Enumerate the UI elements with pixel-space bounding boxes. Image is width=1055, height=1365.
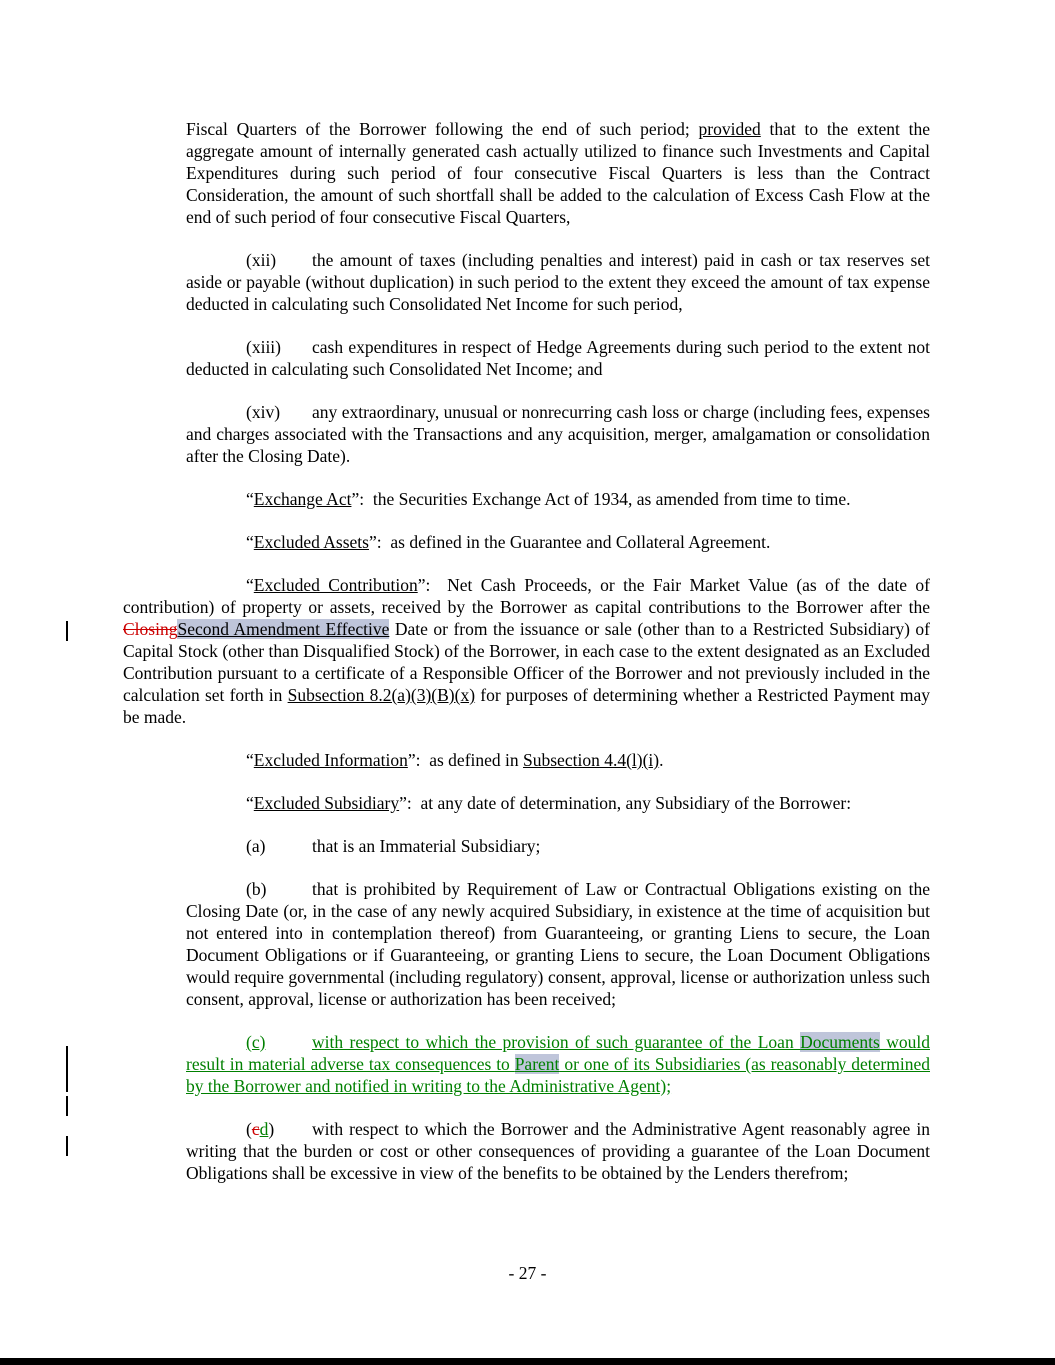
document-body	[123, 118, 930, 1205]
text-run: the amount of taxes (including penalties and interest) paid in cash or tax reserves set aside or payable (without duplication) in such period to the extent they exceed the amount of tax expense deducted in calculating such Consolidated Net Income for such period,	[186, 250, 930, 314]
text-run: (c)	[246, 1032, 266, 1052]
text-run: Exchange Act	[253, 489, 352, 509]
text-run: with respect to which the provision of such guarantee of the Loan	[312, 1032, 801, 1052]
clause-xiv	[186, 401, 930, 467]
text-run: Excluded Contribution	[253, 575, 418, 595]
text-run: ”: the Securities Exchange Act of 1934, as amended from time to time.	[351, 489, 851, 509]
text-run: “	[246, 532, 254, 552]
clause-xiii	[186, 336, 930, 380]
clause-label	[246, 336, 312, 358]
clause-label	[246, 1031, 312, 1053]
text-run: for purposes of determining whether a Restricted Payment may be made.	[123, 685, 930, 727]
page-bottom-edge	[0, 1358, 1055, 1365]
text-run: Date or from the issuance or sale (other than to a Restricted Subsidiary) of Capital Stock (other than Disqualified Stock) of the Borrower, in each case to the extent designated as an Excluded Contribution pursuant to a certificate of a Responsible Officer of the Borrower and not previously included in the calculation set forth in	[123, 619, 930, 705]
text-run: Excluded Assets	[253, 532, 369, 552]
text-run: (b)	[246, 879, 267, 899]
text-run: Documents	[800, 1032, 880, 1052]
text-run: (xii)	[246, 250, 277, 270]
text-run: ”: Net Cash Proceeds, or the Fair Market Value (as of the date of contribution) of property or assets, received by the Borrower as capital contributions to the Borrower after the	[123, 575, 930, 617]
def-excluded-contribution	[123, 574, 930, 728]
text-run: provided	[698, 119, 761, 139]
def-excluded-information	[123, 749, 930, 771]
text-run: Excluded Subsidiary	[253, 793, 400, 813]
text-run: ”: at any date of determination, any Subsidiary of the Borrower:	[399, 793, 852, 813]
text-run: or one of its Subsidiaries (as reasonably determined by the Borrower and notified in writing to the Administrative Agent);	[186, 1054, 930, 1096]
clause-label	[246, 835, 312, 857]
text-run: Subsection 4.4(l)(i)	[523, 750, 660, 770]
para-fiscal-quarters-continuation	[186, 118, 930, 228]
text-run: that is prohibited by Requirement of Law or Contractual Obligations existing on the Closing Date (or, in the case of any newly acquired Subsidiary, in existence at the time of acquisition but not entered into in contemplation thereof) from Guaranteeing, or granting Liens to secure, the Loan Document Obligations or if Guaranteeing, or granting Liens to secure, the Loan Document Obligations would require governmental (including regulatory) consent, approval, license or authorization unless such consent, approval, license or authorization has been received;	[186, 879, 930, 1009]
clause-c-inserted	[186, 1031, 930, 1097]
change-bar	[66, 1096, 68, 1116]
text-run: Second Amendment Effective	[177, 619, 390, 639]
text-run: any extraordinary, unusual or nonrecurring cash loss or charge (including fees, expenses and charges associated with the Transactions and any acquisition, merger, amalgamation or consolidation after the Closing Date).	[186, 402, 930, 466]
text-run: Subsection 8.2(a)(3)(B)(x)	[287, 685, 476, 705]
text-run: that to the extent the aggregate amount of internally generated cash actually utilized to finance such Investments and Capital Expenditures during such period of four consecutive Fiscal Quarters is less than the Contract Consideration, the amount of such shortfall shall be added to the calculation of Excess Cash Flow at the end of such period of four consecutive Fiscal Quarters,	[186, 119, 930, 227]
text-run: ”: as defined in the Guarantee and Collateral Agreement.	[368, 532, 771, 552]
text-run: Excluded Information	[253, 750, 408, 770]
text-run: cash expenditures in respect of Hedge Agreements during such period to the extent not deducted in calculating such Consolidated Net Income; and	[186, 337, 930, 379]
text-run: (	[246, 1119, 252, 1139]
text-run: c	[251, 1119, 260, 1139]
change-bar	[66, 621, 68, 641]
text-run: “	[246, 489, 254, 509]
text-run: )	[268, 1119, 275, 1139]
clause-label	[246, 878, 312, 900]
change-bar	[66, 1136, 68, 1156]
text-run: with respect to which the Borrower and the Administrative Agent reasonably agree in writing that the burden or cost or other consequences of providing a guarantee of the Loan Document Obligations shall be excessive in view of the benefits to be obtained by the Lenders therefrom;	[186, 1119, 930, 1183]
text-run: ”: as defined in	[407, 750, 524, 770]
def-excluded-subsidiary	[123, 792, 930, 814]
text-run: .	[659, 750, 664, 770]
text-run: that is an Immaterial Subsidiary;	[312, 836, 541, 856]
change-bar	[66, 1046, 68, 1092]
text-run: “	[246, 575, 254, 595]
clause-label	[246, 1118, 312, 1140]
text-run: Fiscal Quarters of the Borrower following the end of such period;	[186, 119, 699, 139]
clause-a	[186, 835, 930, 857]
text-run: Closing	[123, 619, 178, 639]
clause-d-renumbered	[186, 1118, 930, 1184]
text-run: would result in material adverse tax consequences to	[186, 1032, 930, 1074]
clause-label	[246, 401, 312, 423]
text-run: d	[259, 1119, 269, 1139]
text-run: (a)	[246, 836, 266, 856]
clause-b	[186, 878, 930, 1010]
text-run: (xiii)	[246, 337, 281, 357]
page-number: - 27 -	[508, 1263, 547, 1283]
text-run: Parent	[514, 1054, 560, 1074]
text-run: “	[246, 793, 254, 813]
clause-label	[246, 249, 312, 271]
text-run: “	[246, 750, 254, 770]
clause-xii	[186, 249, 930, 315]
def-exchange-act	[123, 488, 930, 510]
def-excluded-assets	[123, 531, 930, 553]
text-run: (xiv)	[246, 402, 281, 422]
